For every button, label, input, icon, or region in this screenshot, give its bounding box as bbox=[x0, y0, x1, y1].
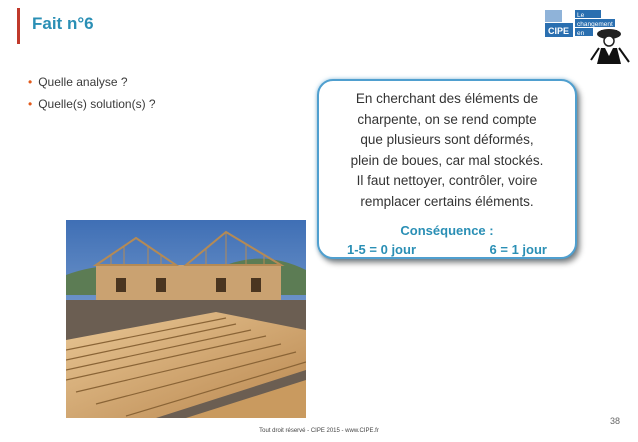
bullet-item: • Quelle analyse ? bbox=[28, 75, 128, 89]
svg-text:changement: changement bbox=[577, 21, 613, 28]
callout-box bbox=[317, 79, 577, 259]
consequence-right: 6 = 1 jour bbox=[489, 242, 547, 257]
callout-text: En cherchant des éléments de charpente, on se rend compte que plusieurs sont déformés, plein de boues, car mal stockés. Il faut nettoyer, contrôler, voire remplacer certains éléments. bbox=[350, 91, 544, 209]
footer-copyright: Tout droit réservé - CIPE 2015 - www.CIPE.fr bbox=[259, 428, 379, 434]
svg-text:Le: Le bbox=[577, 12, 585, 19]
title-accent-bar bbox=[17, 8, 20, 44]
cipe-logo bbox=[545, 8, 631, 64]
svg-text:en: en bbox=[577, 30, 585, 37]
svg-text:CIPE: CIPE bbox=[548, 26, 570, 36]
consequence-left: 1-5 = 0 jour bbox=[347, 242, 416, 257]
bullet-item: • Quelle(s) solution(s) ? bbox=[28, 97, 156, 111]
consequence-label: Conséquence : bbox=[400, 223, 494, 238]
page-number: 38 bbox=[610, 416, 621, 426]
construction-site-photo bbox=[66, 220, 306, 418]
consequence-values bbox=[329, 240, 565, 259]
question-list bbox=[28, 71, 156, 115]
slide-title: Fait n°6 bbox=[32, 14, 94, 33]
